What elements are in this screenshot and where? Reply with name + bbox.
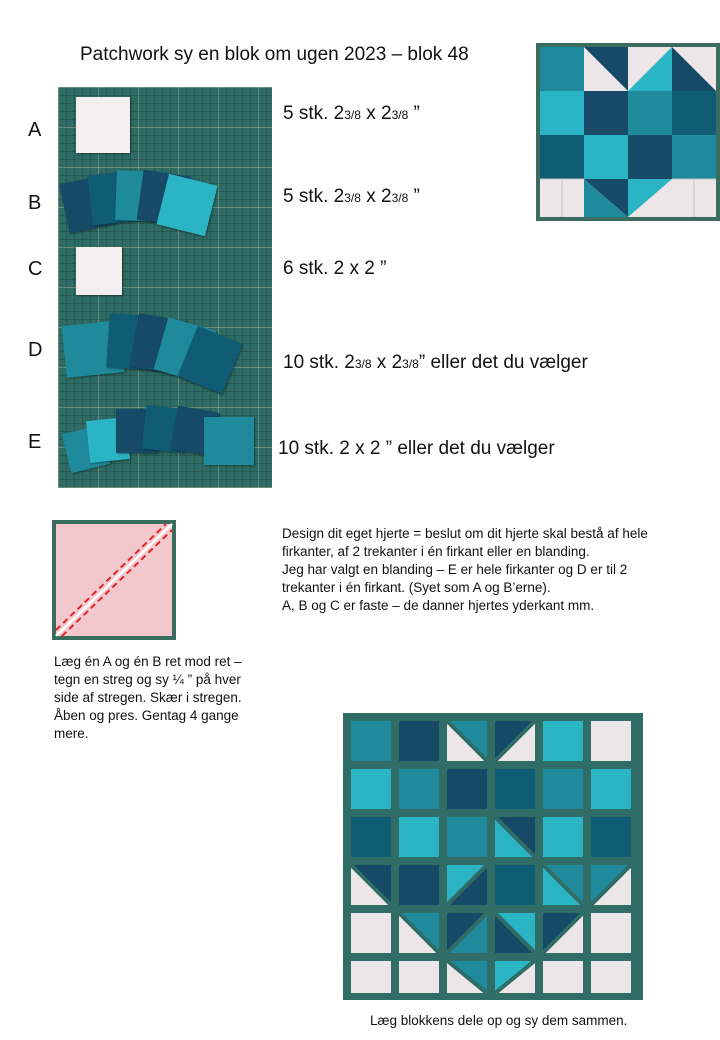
layout-caption: Læg blokkens dele op og sy dem sammen.	[370, 1013, 628, 1028]
label-d: D	[28, 339, 43, 361]
page-title: Patchwork sy en blok om ugen 2023 – blok 48	[80, 44, 469, 65]
fabric-photo	[58, 87, 272, 488]
label-b: B	[28, 192, 42, 214]
layout-photo	[343, 713, 643, 1000]
sewing-diagram-photo	[52, 520, 176, 640]
label-a: A	[28, 119, 42, 141]
spec-d: 10 stk. 23/8 x 23/8” eller det du vælger	[283, 352, 588, 373]
label-c: C	[28, 258, 43, 280]
spec-e: 10 stk. 2 x 2 ” eller det du vælger	[278, 438, 555, 459]
spec-c: 6 stk. 2 x 2 ”	[283, 258, 387, 279]
finished-block-photo	[536, 43, 720, 221]
spec-b: 5 stk. 23/8 x 23/8 ”	[283, 186, 420, 207]
sewing-instructions: Læg én A og én B ret mod ret – tegn en streg og sy ¼ ” på hver side af stregen. Skær i stregen. Åben og pres. Gentag 4 gange mere.	[54, 654, 242, 741]
design-instructions: Design dit eget hjerte = beslut om dit hjerte skal bestå af hele firkanter, af 2 trekanter i én firkant eller en blanding. Jeg har valgt en blanding – E er hele firkanter og D er til 2 trekanter i én firkant. (Syet som A og B’erne). A, B og C er faste – de danner hjertes yderkant mm.	[282, 526, 648, 613]
label-e: E	[28, 431, 42, 453]
spec-a: 5 stk. 23/8 x 23/8 ”	[283, 103, 420, 124]
